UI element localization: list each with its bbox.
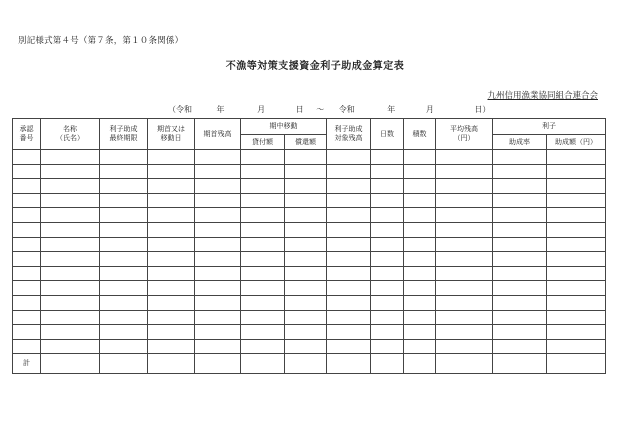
table-cell[interactable] [547,179,606,194]
table-cell[interactable] [285,193,327,208]
table-cell[interactable] [195,222,241,237]
table-cell[interactable] [241,339,285,354]
table-cell[interactable] [195,325,241,340]
col-initial-date-line2: 移動日 [160,134,182,142]
table-cell[interactable] [195,164,241,179]
table-cell[interactable] [13,237,41,252]
table-cell[interactable] [327,325,371,340]
table-cell[interactable] [404,252,436,267]
table-cell[interactable] [547,222,606,237]
table-body [13,150,606,354]
table-row [13,325,606,340]
table-cell[interactable] [371,237,404,252]
total-label: 計 [13,354,41,374]
table-cell[interactable] [41,252,100,267]
table-cell[interactable] [241,310,285,325]
table-cell[interactable] [195,295,241,310]
table-cell[interactable] [241,208,285,223]
table-cell[interactable] [148,237,195,252]
table-cell[interactable] [41,281,100,296]
table-cell[interactable] [41,150,100,165]
table-cell[interactable] [436,164,493,179]
period-line [168,104,490,115]
col-subject-balance-line1: 利子助成 [334,125,363,134]
table-cell[interactable] [327,252,371,267]
table-cell[interactable] [285,281,327,296]
col-name-line2: （氏名） [56,134,84,142]
col-movement: 期中移動 [241,119,327,135]
col-avg-balance-line1: 平均残高 [450,125,478,134]
table-cell[interactable] [41,295,100,310]
subsidy-calculation-table [12,118,606,374]
table-cell[interactable] [41,310,100,325]
table-cell[interactable] [285,164,327,179]
table-cell[interactable] [371,339,404,354]
table-cell[interactable] [285,150,327,165]
table-cell[interactable] [327,237,371,252]
table-cell[interactable] [436,252,493,267]
col-last-due-line1: 利子助成 [109,125,138,134]
table-cell[interactable] [547,208,606,223]
table-cell[interactable] [327,310,371,325]
table-cell[interactable] [195,193,241,208]
table-cell[interactable] [547,193,606,208]
table-cell[interactable] [547,325,606,340]
document-title: 不漁等対策支援資金利子助成金算定表 [225,61,405,72]
table-cell[interactable] [493,179,547,194]
table-cell[interactable] [13,295,41,310]
table-cell[interactable] [327,339,371,354]
table-cell[interactable] [327,179,371,194]
table-cell[interactable] [547,237,606,252]
col-loan-amount: 貸付額 [241,135,285,150]
table-cell[interactable] [195,281,241,296]
table-cell[interactable] [547,266,606,281]
table-cell[interactable] [100,179,148,194]
table-cell[interactable] [327,266,371,281]
table-cell[interactable] [148,150,195,165]
table-cell[interactable] [41,208,100,223]
table-cell[interactable] [493,266,547,281]
table-cell[interactable] [436,150,493,165]
table-cell[interactable] [285,339,327,354]
table-cell[interactable] [493,252,547,267]
table-cell[interactable] [493,222,547,237]
table-row [13,310,606,325]
table-cell[interactable] [195,354,241,374]
col-repayment: 償還額 [285,135,327,150]
table-cell[interactable] [100,237,148,252]
table-cell[interactable] [13,310,41,325]
table-cell[interactable] [327,150,371,165]
table-cell[interactable] [285,310,327,325]
col-subsidy-rate: 助成率 [493,135,547,150]
form-number: 別記様式第４号（第７条，第１０条関係） [18,36,184,46]
table-cell[interactable] [404,281,436,296]
table-cell[interactable] [547,354,606,374]
col-last-due-line2: 最終期限 [109,134,138,142]
table-cell[interactable] [371,281,404,296]
table-cell[interactable] [13,252,41,267]
table-row [13,222,606,237]
col-approval-no [13,119,41,150]
col-subject-balance-line2: 対象残高 [334,134,363,142]
table-cell[interactable] [13,325,41,340]
table-cell[interactable] [148,193,195,208]
table-cell[interactable] [100,310,148,325]
table-cell[interactable] [148,354,195,374]
table-cell[interactable] [547,252,606,267]
table-row [13,281,606,296]
table-cell[interactable] [285,179,327,194]
table-cell[interactable] [371,179,404,194]
table-row [13,150,606,165]
col-initial-balance: 期首残高 [195,119,241,150]
table-cell[interactable] [41,339,100,354]
table-row [13,179,606,194]
table-cell[interactable] [404,179,436,194]
table-row [13,237,606,252]
col-avg-balance-line2: （円） [453,134,475,142]
table-cell[interactable] [436,325,493,340]
header-row-top [13,119,606,135]
table-cell[interactable] [493,150,547,165]
table-cell[interactable] [41,164,100,179]
table-row [13,208,606,223]
col-last-due [100,119,148,150]
table-cell[interactable] [241,281,285,296]
table-cell[interactable] [100,266,148,281]
table-cell[interactable] [493,164,547,179]
table-cell[interactable] [285,325,327,340]
table-cell[interactable] [148,295,195,310]
table-cell[interactable] [547,339,606,354]
table-cell[interactable] [371,325,404,340]
table-cell[interactable] [13,193,41,208]
table-cell[interactable] [241,266,285,281]
table-cell[interactable] [241,164,285,179]
table-cell[interactable] [436,179,493,194]
table-cell[interactable] [371,295,404,310]
table-cell[interactable] [41,193,100,208]
table-cell[interactable] [13,266,41,281]
table-cell[interactable] [436,281,493,296]
table-cell[interactable] [404,339,436,354]
table-cell[interactable] [241,237,285,252]
table-cell[interactable] [327,222,371,237]
table-cell[interactable] [100,222,148,237]
table-cell[interactable] [100,339,148,354]
table-cell[interactable] [100,208,148,223]
table-cell[interactable] [148,325,195,340]
table-cell[interactable] [195,150,241,165]
period-tilde: ～ [316,105,325,114]
table-cell[interactable] [547,150,606,165]
table-cell[interactable] [436,237,493,252]
table-cell[interactable] [100,354,148,374]
col-approval-no-line2: 番号 [19,134,34,142]
table-cell[interactable] [547,281,606,296]
table-cell[interactable] [13,179,41,194]
period-month2: 月 [425,105,434,114]
table-cell[interactable] [493,354,547,374]
table-cell[interactable] [404,237,436,252]
col-days: 日数 [371,119,404,150]
table-cell[interactable] [547,295,606,310]
table-cell[interactable] [241,222,285,237]
table-row [13,193,606,208]
table-cell[interactable] [195,237,241,252]
table-cell[interactable] [404,193,436,208]
col-initial-date [148,119,195,150]
period-open: （令和 [168,105,192,114]
table-cell[interactable] [285,354,327,374]
col-product: 積数 [404,119,436,150]
table-cell[interactable] [148,266,195,281]
table-cell[interactable] [371,310,404,325]
table-cell[interactable] [371,222,404,237]
table-cell[interactable] [436,354,493,374]
table-cell[interactable] [195,339,241,354]
table-cell[interactable] [41,237,100,252]
col-name-line1: 名称 [63,125,77,134]
table-cell[interactable] [41,354,100,374]
table-cell[interactable] [404,164,436,179]
table-cell[interactable] [285,295,327,310]
table-cell[interactable] [41,325,100,340]
table-cell[interactable] [148,310,195,325]
table-cell[interactable] [195,208,241,223]
table-cell[interactable] [436,266,493,281]
table-cell[interactable] [285,237,327,252]
col-subsidy-amount: 助成額（円） [547,135,606,150]
table-cell[interactable] [241,179,285,194]
table-cell[interactable] [327,281,371,296]
table-cell[interactable] [493,325,547,340]
organization-name: 九州信用漁業協同組合連合会 [487,91,598,101]
table-cell[interactable] [100,281,148,296]
table-cell[interactable] [371,266,404,281]
table-row [13,295,606,310]
table-cell[interactable] [493,237,547,252]
table-cell[interactable] [13,164,41,179]
table-cell[interactable] [404,325,436,340]
table-cell[interactable] [327,295,371,310]
table-cell[interactable] [493,295,547,310]
table-cell[interactable] [13,281,41,296]
table-cell[interactable] [148,179,195,194]
table-cell[interactable] [547,310,606,325]
total-row [13,354,606,374]
table-cell[interactable] [148,281,195,296]
period-era2: 令和 [338,105,355,114]
table-cell[interactable] [493,208,547,223]
period-day2: 日） [474,105,491,114]
table-cell[interactable] [436,339,493,354]
table-cell[interactable] [285,266,327,281]
period-month1: 月 [257,105,266,114]
table-cell[interactable] [327,193,371,208]
table-cell[interactable] [436,310,493,325]
table-cell[interactable] [241,295,285,310]
col-avg-balance [436,119,493,150]
table-cell[interactable] [241,325,285,340]
table-cell[interactable] [100,164,148,179]
table-cell[interactable] [241,193,285,208]
col-interest: 利子 [493,119,606,135]
table-cell[interactable] [13,222,41,237]
table-cell[interactable] [404,295,436,310]
table-cell[interactable] [241,354,285,374]
table-cell[interactable] [371,193,404,208]
table-cell[interactable] [13,339,41,354]
period-year1: 年 [216,105,225,114]
table-cell[interactable] [493,339,547,354]
period-year2: 年 [387,105,396,114]
table-cell[interactable] [148,164,195,179]
table-cell[interactable] [100,193,148,208]
table-cell[interactable] [371,252,404,267]
table-cell[interactable] [327,164,371,179]
table-cell[interactable] [371,208,404,223]
table-cell[interactable] [100,325,148,340]
table-cell[interactable] [195,179,241,194]
table-cell[interactable] [41,266,100,281]
col-name [41,119,100,150]
table-cell[interactable] [148,208,195,223]
table-cell[interactable] [285,252,327,267]
table-cell[interactable] [404,354,436,374]
table-cell[interactable] [436,295,493,310]
table-cell[interactable] [195,310,241,325]
table-cell[interactable] [436,222,493,237]
table-cell[interactable] [404,266,436,281]
table-cell[interactable] [436,193,493,208]
table-cell[interactable] [148,252,195,267]
table-cell[interactable] [404,150,436,165]
table-cell[interactable] [371,164,404,179]
table-row [13,164,606,179]
table-cell[interactable] [436,208,493,223]
table-cell[interactable] [404,310,436,325]
table-row [13,252,606,267]
table-cell[interactable] [100,252,148,267]
table-cell[interactable] [195,266,241,281]
table-cell[interactable] [148,339,195,354]
table-cell[interactable] [41,179,100,194]
table-cell[interactable] [13,208,41,223]
table-row [13,266,606,281]
table-cell[interactable] [371,150,404,165]
col-initial-date-line1: 期首又は [157,125,185,134]
period-day1: 日 [295,105,304,114]
table-cell[interactable] [100,150,148,165]
table-cell[interactable] [327,208,371,223]
table-cell[interactable] [241,252,285,267]
table-cell[interactable] [100,295,148,310]
table-cell[interactable] [285,222,327,237]
table-cell[interactable] [493,193,547,208]
table-cell[interactable] [404,222,436,237]
table-cell[interactable] [41,222,100,237]
col-subject-balance [327,119,371,150]
table-cell[interactable] [241,150,285,165]
table-cell[interactable] [404,208,436,223]
col-approval-no-line1: 承認 [19,125,34,134]
table-cell[interactable] [493,281,547,296]
table-cell[interactable] [148,222,195,237]
table-cell[interactable] [547,164,606,179]
table-cell[interactable] [493,310,547,325]
table-row [13,339,606,354]
table-cell[interactable] [195,252,241,267]
table-cell[interactable] [285,208,327,223]
table-cell[interactable] [371,354,404,374]
table-cell[interactable] [13,150,41,165]
table-cell[interactable] [327,354,371,374]
